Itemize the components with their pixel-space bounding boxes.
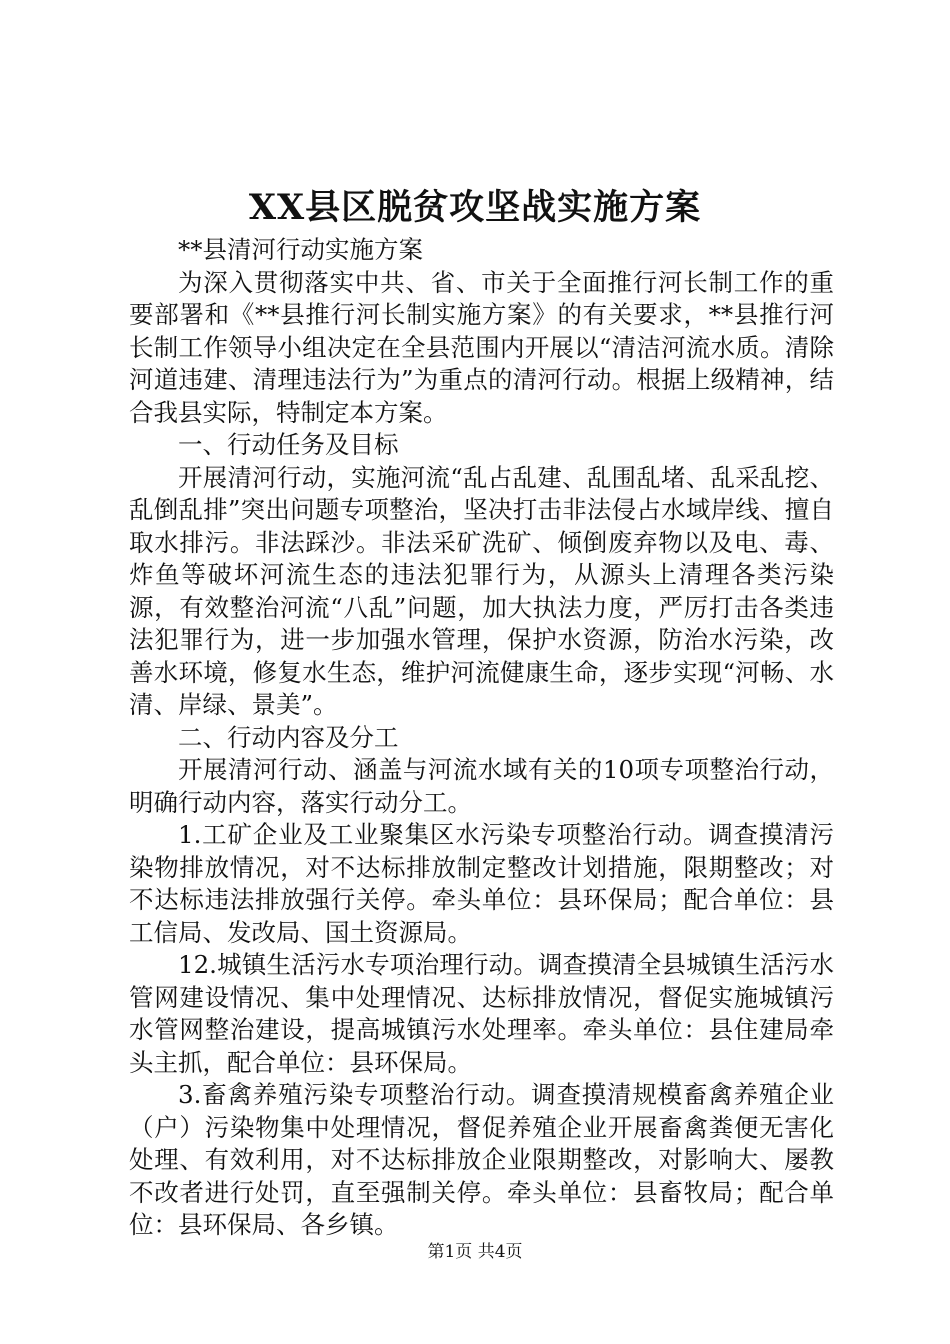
section-1-paragraph: 开展清河行动，实施河流“乱占乱建、乱围乱堵、乱采乱挖、乱倒乱排”突出问题专项整治，坚决打击非法侵占水域岸线、擅自取水排污。非法踩沙。非法采矿洗矿、倾倒废弃物以及电、毒、炸鱼等破坏河流生态的违法犯罪行为，从源头上清理各类污染源，有效整治河流“八乱”问题，加大执法力度，严厉打击各类违法犯罪行为，进一步加强水管理，保护水资源，防治水污染，改善水环境，修复水生态，维护河流健康生命，逐步实现“河畅、水清、岸绿、景美”。 <box>129 462 834 719</box>
item-2-paragraph: 12.城镇生活污水专项治理行动。调查摸清全县城镇生活污水管网建设情况、集中处理情况、达标排放情况，督促实施城镇污水管网整治建设，提高城镇污水处理率。牵头单位：县住建局牵头主抓，配合单位：县环保局。 <box>129 950 834 1077</box>
page-number: 第1页 共4页 <box>427 1242 523 1262</box>
subtitle-paragraph: **县清河行动实施方案 <box>178 235 423 264</box>
item-3-paragraph: 3.畜禽养殖污染专项整治行动。调查摸清规模畜禽养殖企业（户）污染物集中处理情况，督促养殖企业开展畜禽粪便无害化处理、有效利用，对不达标排放企业限期整改，对影响大、屡教不改者进行处罚，直至强制关停。牵头单位：县畜牧局；配合单位：县环保局、各乡镇。 <box>129 1080 834 1239</box>
item-1-paragraph: 1.工矿企业及工业聚集区水污染专项整治行动。调查摸清污染物排放情况，对不达标排放制定整改计划措施，限期整改；对不达标违法排放强行关停。牵头单位：县环保局；配合单位：县工信局、发改局、国土资源局。 <box>129 820 834 947</box>
document-title: XX县区脱贫攻坚战实施方案 <box>248 187 702 228</box>
section-2-intro-paragraph: 开展清河行动、涵盖与河流水域有关的10项专项整治行动，明确行动内容，落实行动分工。 <box>129 755 834 817</box>
section-heading-2: 二、行动内容及分工 <box>178 722 399 752</box>
document-body <box>129 234 834 1242</box>
intro-paragraph: 为深入贯彻落实中共、省、市关于全面推行河长制工作的重要部署和《**县推行河长制实施方案》的有关要求，**县推行河长制工作领导小组决定在全县范围内开展以“清洁河流水质。清除河道违建、清理违法行为”为重点的清河行动。根据上级精神，结合我县实际，特制定本方案。 <box>129 267 834 427</box>
section-heading-1: 一、行动任务及目标 <box>178 430 399 459</box>
